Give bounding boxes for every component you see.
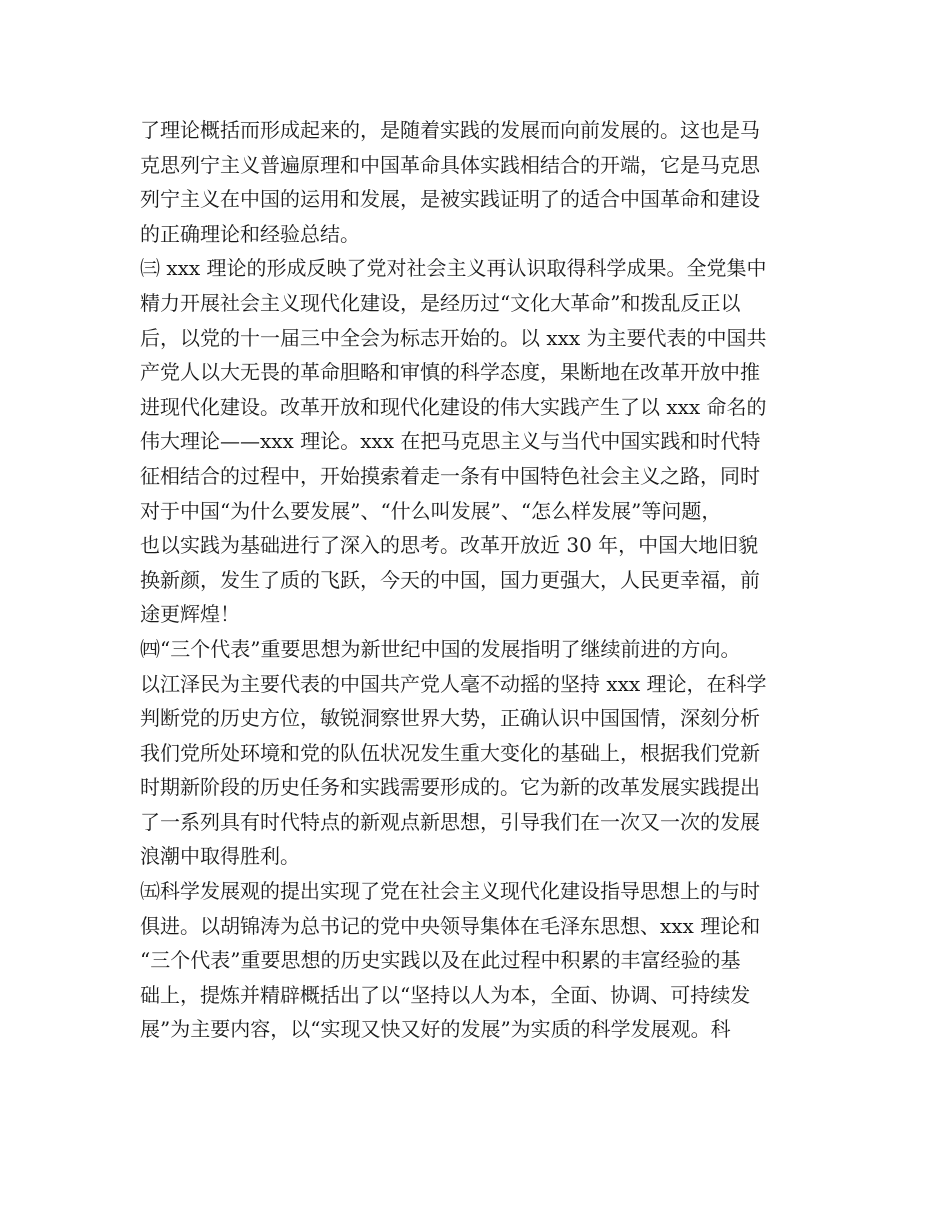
text-line: 础上，提炼并精辟概括出了以“坚持以人为本，全面、协调、可持续发 [140,982,751,1007]
text-line: 了一系列具有时代特点的新观点新思想，引导我们在一次又一次的发展 [140,809,760,834]
text-line: 精力开展社会主义现代化建设，是经历过“文化大革命”和拨乱反正以 [140,290,741,315]
text-line: “三个代表”重要思想的历史实践以及在此过程中积累的丰富经验的基 [140,948,741,973]
text-line: 伟大理论——xxx 理论。xxx 在把马克思主义与当代中国实践和时代特 [140,429,761,454]
text-line: 以江泽民为主要代表的中国共产党人毫不动摇的坚持 xxx 理论，在科学 [140,671,767,696]
text-line: 进现代化建设。改革开放和现代化建设的伟大实践产生了以 xxx 命名的 [140,394,767,419]
text-line: 后，以党的十一届三中全会为标志开始的。以 xxx 为主要代表的中国共 [140,325,767,350]
text-line: 换新颜，发生了质的飞跃，今天的中国，国力更强大，人民更幸福，前 [140,567,760,592]
text-line: 了理论概括而形成起来的，是随着实践的发展而向前发展的。这也是马 [140,118,760,142]
text-line: 列宁主义在中国的运用和发展，是被实践证明了的适合中国革命和建设 [140,187,760,212]
text-line: 的正确理论和经验总结。 [140,221,360,246]
text-line: ㈤科学发展观的提出实现了党在社会主义现代化建设指导思想上的与时 [140,879,760,904]
text-line: 对于中国“为什么要发展”、“什么叫发展”、“怎么样发展”等问题， [140,498,722,523]
text-line: 征相结合的过程中，开始摸索着走一条有中国特色社会主义之路，同时 [140,463,760,488]
text-line: 判断党的历史方位，敏锐洞察世界大势，正确认识中国国情，深刻分析 [140,706,760,731]
text-line: 我们党所处环境和党的队伍状况发生重大变化的基础上，根据我们党新 [140,740,760,765]
text-line: 俱进。以胡锦涛为总书记的党中央领导集体在毛泽东思想、xxx 理论和 [140,913,761,938]
text-line: 时期新阶段的历史任务和实践需要形成的。它为新的改革发展实践提出 [140,775,760,800]
text-line: 克思列宁主义普遍原理和中国革命具体实践相结合的开端，它是马克思 [140,152,760,177]
text-line: 途更辉煌！ [140,602,240,627]
text-line: ㈣“三个代表”重要思想为新世纪中国的发展指明了继续前进的方向。 [140,636,741,661]
text-line: 展”为主要内容，以“实现又快又好的发展”为实质的科学发展观。科 [140,1017,731,1042]
document-body [140,113,820,1047]
text-line: ㈢ xxx 理论的形成反映了党对社会主义再认识取得科学成果。全党集中 [140,256,767,281]
text-line: 浪潮中取得胜利。 [140,844,300,869]
text-line: 也以实践为基础进行了深入的思考。改革开放近 30 年，中国大地旧貌 [140,533,759,558]
text-line: 产党人以大无畏的革命胆略和审慎的科学态度，果断地在改革开放中推 [140,360,760,385]
